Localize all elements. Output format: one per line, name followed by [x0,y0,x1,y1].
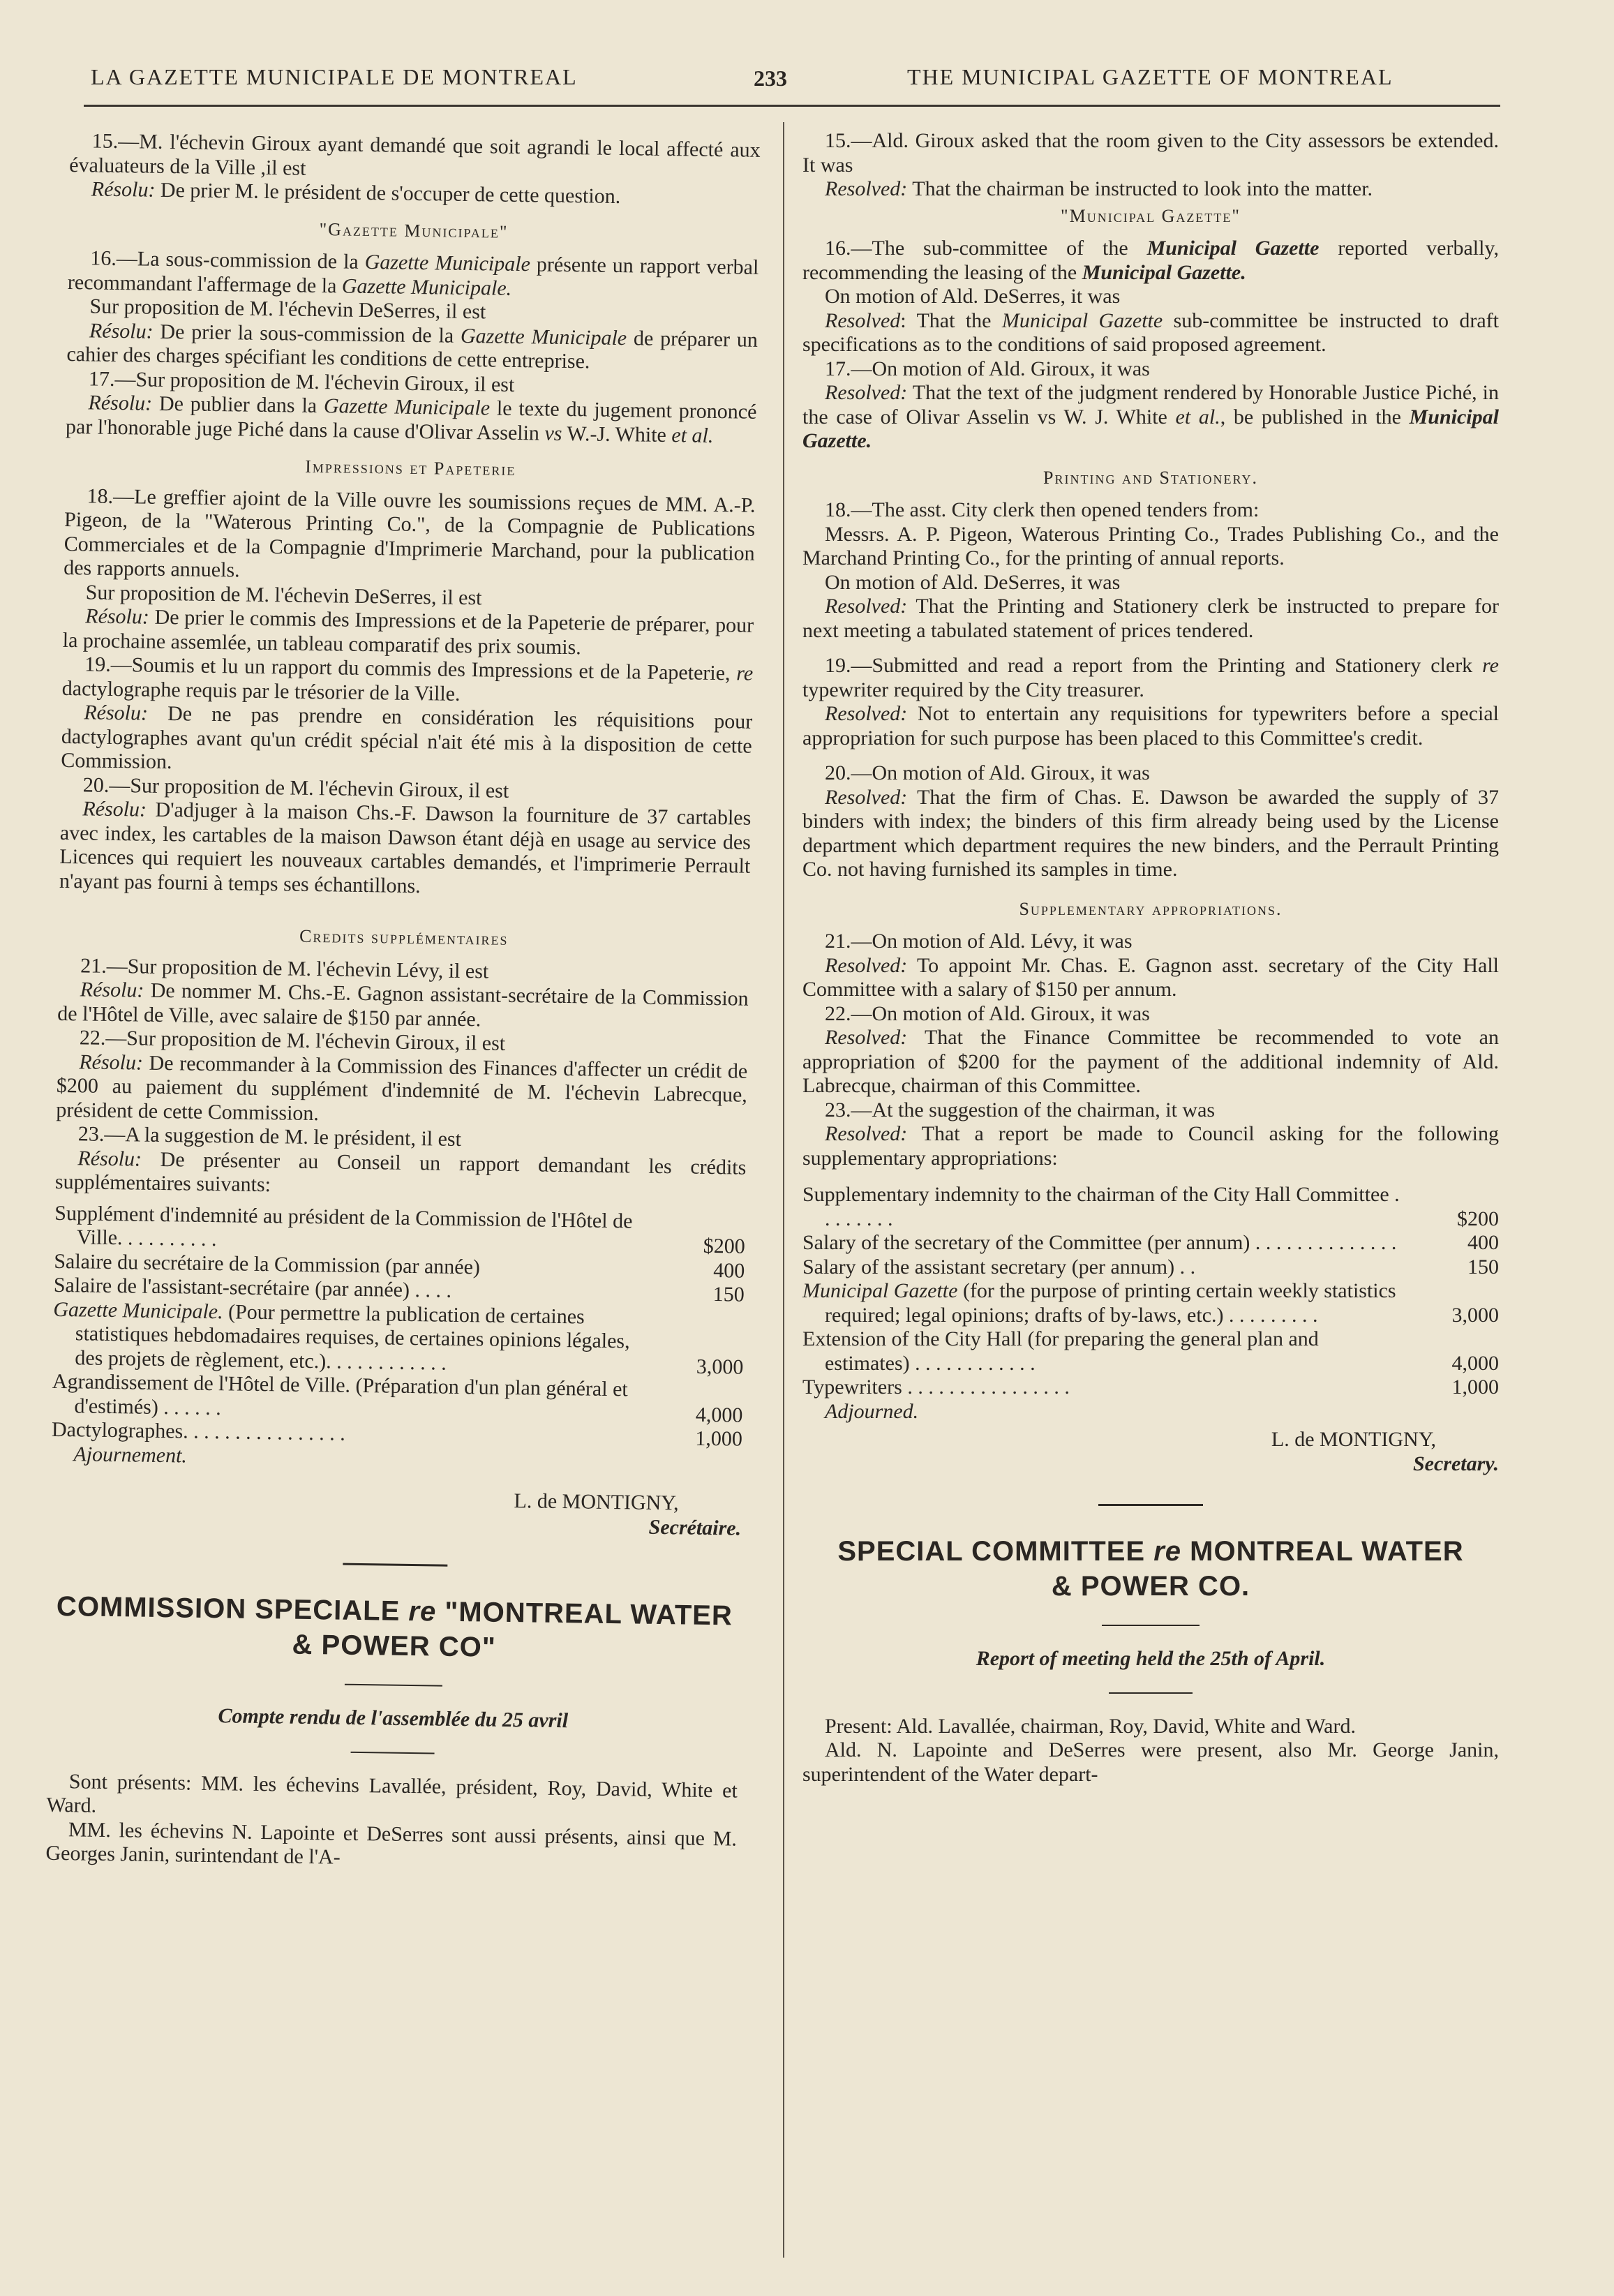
subheading-rule [1109,1692,1193,1694]
item-23: 23.—A la suggestion de M. le président, il est [77,1122,462,1151]
column-divider [783,122,784,2258]
item-17-resolution: Résolu: De publier dans la Gazette Municipale le texte du jugement prononcé par l'honorable juge Piché dans la cause d'Olivar Asselin vs W.-J. White et al. [65,391,757,447]
special-committee-heading: COMMISSION SPECIALE re "MONTREAL WATER & POWER CO" [56,1590,733,1663]
attendance: Present: Ald. Lavallée, chairman, Roy, David, White and Ward. [825,1714,1356,1738]
item-18-resolution: Resolved: That the Printing and Stationery clerk be instructed to prepare for next meeting a tabulated statement of prices tendered. [802,595,1499,642]
meeting-subheading: Compte rendu de l'assemblée du 25 avril [218,1704,569,1733]
page-number: 233 [754,66,787,91]
item-18-motion: Sur proposition de M. l'échevin DeSerres, il est [85,580,482,609]
adjournment: Ajournement. [73,1442,188,1468]
signatory-name: L. de MONTIGNY, [514,1489,679,1515]
item-18-tenders: Messrs. A. P. Pigeon, Waterous Printing Co., Trades Publishing Co., and the Marchand Printing Co., for the printing of annual reports. [802,522,1499,569]
signatory-role: Secretary. [1412,1452,1499,1475]
section-rule [1098,1504,1203,1506]
item-17-resolution: Resolved: That the text of the judgment rendered by Honorable Justice Piché, in the case of Olivar Asselin vs W. J. White et al., be published in the Municipal Gazette. [802,381,1499,452]
item-15: 15.—M. l'échevin Giroux ayant demandé que soit agrandi le local affecté aux évaluateurs de la Ville ,il est [69,129,761,180]
item-16-motion: On motion of Ald. DeSerres, it was [825,285,1121,308]
item-20-resolution: Resolved: That the firm of Chas. E. Dawson be awarded the supply of 37 binders with index; the binders of this firm already being used by the License department which department requires the new binders, and the Perrault Printing Co. not having furnished its samples in time. [802,785,1499,881]
table-row: Typewriters . . . . . . . . . . . . . . . . 1,000 [802,1376,1499,1399]
signature-block [802,1428,1499,1476]
heading-rule [345,1684,442,1687]
item-22: 22.—On motion of Ald. Giroux, it was [825,1001,1150,1025]
attendance-others: Ald. N. Lapointe and DeSerres were present, also Mr. George Janin, superintendent of the Water depart- [802,1738,1499,1786]
section-printing: Printing and Stationery. [1043,467,1258,488]
table-row: Salaire de l'assistant-secrétaire (par année) . . . . 150 [53,1273,745,1306]
item-18-resolution: Résolu: De prier le commis des Impressions et de la Papeterie de préparer, pour la prochaine assemlée, un tableau comparatif des prix soumis. [62,604,754,659]
item-18: 18.—The asst. City clerk then opened tenders from: [825,498,1260,521]
subheading-rule [351,1751,435,1754]
special-committee-heading: SPECIAL COMMITTEE re MONTREAL WATER & POWER CO. [837,1536,1464,1602]
table-row: Salaire du secrétaire de la Commission (par année) 400 [54,1249,745,1283]
french-title: LA GAZETTE MUNICIPALE DE MONTREAL [91,64,578,89]
item-21: 21.—On motion of Ald. Lévy, it was [825,930,1133,953]
item-16-motion: Sur proposition de M. l'échevin DeSerres, il est [89,295,486,324]
item-23: 23.—At the suggestion of the chairman, it was [825,1098,1216,1121]
table-row: Municipal Gazette (for the purpose of printing certain weekly statistics required; legal opinions; drafts of by-laws, etc.) . . . . . . . . . 3,000 [802,1279,1499,1327]
section-gazette-municipale: "Gazette Municipale" [319,218,509,242]
english-title: THE MUNICIPAL GAZETTE OF MONTREAL [907,64,1393,89]
signatory-role: Secrétaire. [648,1515,742,1540]
item-23-resolution: Resolved: That a report be made to Council asking for the following supplementary appropriations: [802,1122,1499,1170]
table-row: Supplément d'indemnité au président de la Commission de l'Hôtel de Ville. . . . . . . . . . $200 [54,1201,745,1258]
item-22-resolution: Resolved: That the Finance Committee be recommended to vote an appropriation of $200 for the payment of the additional indemnity of Ald. Labrecque, chairman of this Committee. [802,1026,1499,1097]
item-21: 21.—Sur proposition de M. l'échevin Lévy, il est [80,953,489,983]
item-23-resolution: Résolu: De présenter au Conseil un rapport demandant les crédits supplémentaires suivants: [54,1146,747,1197]
item-19-resolution: Resolved: Not to entertain any requisitions for typewriters before a special appropriation for such purpose has been placed to this Committee's credit. [802,702,1499,750]
item-15-resolution: Resolved: That the chairman be instructed to look into the matter. [825,177,1373,200]
item-19: 19.—Submitted and read a report from the Printing and Stationery clerk re typewriter required by the City treasurer. [802,654,1499,701]
item-17: 17.—On motion of Ald. Giroux, it was [825,357,1150,380]
item-19: 19.—Soumis et lu un rapport du commis des Impressions et de la Papeterie, re dactylographe requis par le trésorier de la Ville. [61,653,754,706]
table-row: Gazette Municipale. (Pour permettre la publication de certaines statistiques hebdomadaires requises, de certaines opinions légales, des projets de règlement, etc.). . . . . . . . . . . . 3,000 [53,1297,744,1379]
item-20: 20.—Sur proposition de M. l'échevin Giroux, il est [82,773,509,803]
item-22-resolution: Résolu: De recommander à la Commission des Finances d'affecter un crédit de $200 au paiement du supplément d'indemnité de M. l'échevin Labrecque, président de cette Commission. [56,1050,748,1125]
item-16: 16.—La sous-commission de la Gazette Municipale présente un rapport verbal recommandant l'affermage de la Gazette Municipale. [67,246,759,300]
page-header [84,57,1479,99]
appropriations-table [802,1183,1499,1400]
signature-block [50,1483,742,1541]
item-20: 20.—On motion of Ald. Giroux, it was [825,761,1150,784]
table-row: Extension of the City Hall (for preparing the general plan and estimates) . . . . . . . . . . . . 4,000 [802,1327,1499,1375]
signatory-name: L. de MONTIGNY, [1271,1428,1436,1451]
item-19-resolution: Résolu: De ne pas prendre en considération les réquisitions pour dactylographes avant qu'un crédit spécial n'ait été mis à la disposition de cette Commission. [61,701,753,774]
section-supplementary: Supplementary appropriations. [1019,898,1283,919]
item-18-motion: On motion of Ald. DeSerres, it was [825,570,1121,594]
item-22: 22.—Sur proposition de M. l'échevin Giroux, il est [79,1026,506,1055]
attendance: Sont présents: MM. les échevins Lavallée, président, Roy, David, White et Ward. [46,1769,738,1817]
item-16: 16.—The sub-committee of the Municipal Gazette reported verbally, recommending the leasing of the Municipal Gazette. [802,237,1499,284]
item-18: 18.—Le greffier ajoint de la Ville ouvre les soumissions reçues de MM. A.-P. Pigeon, de la "Waterous Printing Co.", de la Compagnie de Publications Commerciales et de la Compagnie d'Imprimerie Marchand, pour la publication des rapports annuels. [63,484,756,582]
heading-rule [1102,1625,1200,1626]
table-row: Supplementary indemnity to the chairman of the City Hall Committee . . . . . . . . $200 [802,1183,1499,1230]
item-17: 17.—Sur proposition de M. l'échevin Giroux, il est [88,366,515,396]
item-15: 15.—Ald. Giroux asked that the room given to the City assessors be extended. It was [802,129,1499,177]
section-rule [343,1563,447,1567]
table-row: Salary of the assistant secretary (per annum) . . 150 [802,1255,1499,1279]
french-column [45,129,761,1869]
item-21-resolution: Resolved: To appoint Mr. Chas. E. Gagnon asst. secretary of the City Hall Committee with a salary of $150 per annum. [802,953,1499,1001]
table-row: Agrandissement de l'Hôtel de Ville. (Préparation d'un plan général et d'estimés) . . . . . . 4,000 [52,1369,743,1427]
item-20-resolution: Résolu: D'adjuger à la maison Chs.-F. Dawson la fourniture de 37 cartables avec index, les cartables de la maison Dawson étant déjà en usage au service des Licences qui requiert les nouveaux cartables demandés, et l'imprimerie Perrault n'ayant pas fourni à temps ses échantillons. [59,797,752,897]
item-16-resolution: Résolu: De prier la sous-commission de la Gazette Municipale de préparer un cahier des charges spécifiant les conditions de cette entreprise. [66,318,759,373]
section-credits: Credits supplémentaires [299,925,509,949]
english-column [802,129,1499,1787]
item-16-resolution: Resolved: That the Municipal Gazette sub-committee be instructed to draft specifications as to the conditions of said proposed agreement. [802,308,1499,356]
credits-table [52,1201,746,1452]
attendance-others: MM. les échevins N. Lapointe et DeSerres sont aussi présents, ainsi que M. Georges Janin, surintendant de l'A- [45,1817,738,1869]
item-15-resolution: Résolu: De prier M. le président de s'occuper de cette question. [91,177,621,209]
section-impressions: Impressions et Papeterie [305,456,516,479]
table-row: Salary of the secretary of the Committee (per annum) . . . . . . . . . . . . . . 400 [802,1231,1499,1254]
item-21-resolution: Résolu: De nommer M. Chs.-E. Gagnon assistant-secrétaire de la Commission de l'Hôtel de Ville, avec salaire de $150 par année. [57,978,749,1031]
table-row: Dactylographes. . . . . . . . . . . . . . . . 1,000 [51,1417,743,1451]
adjournment: Adjourned. [825,1399,919,1423]
section-municipal-gazette: "Municipal Gazette" [1061,205,1241,226]
meeting-subheading: Report of meeting held the 25th of April. [976,1647,1326,1670]
header-rule [84,105,1500,107]
